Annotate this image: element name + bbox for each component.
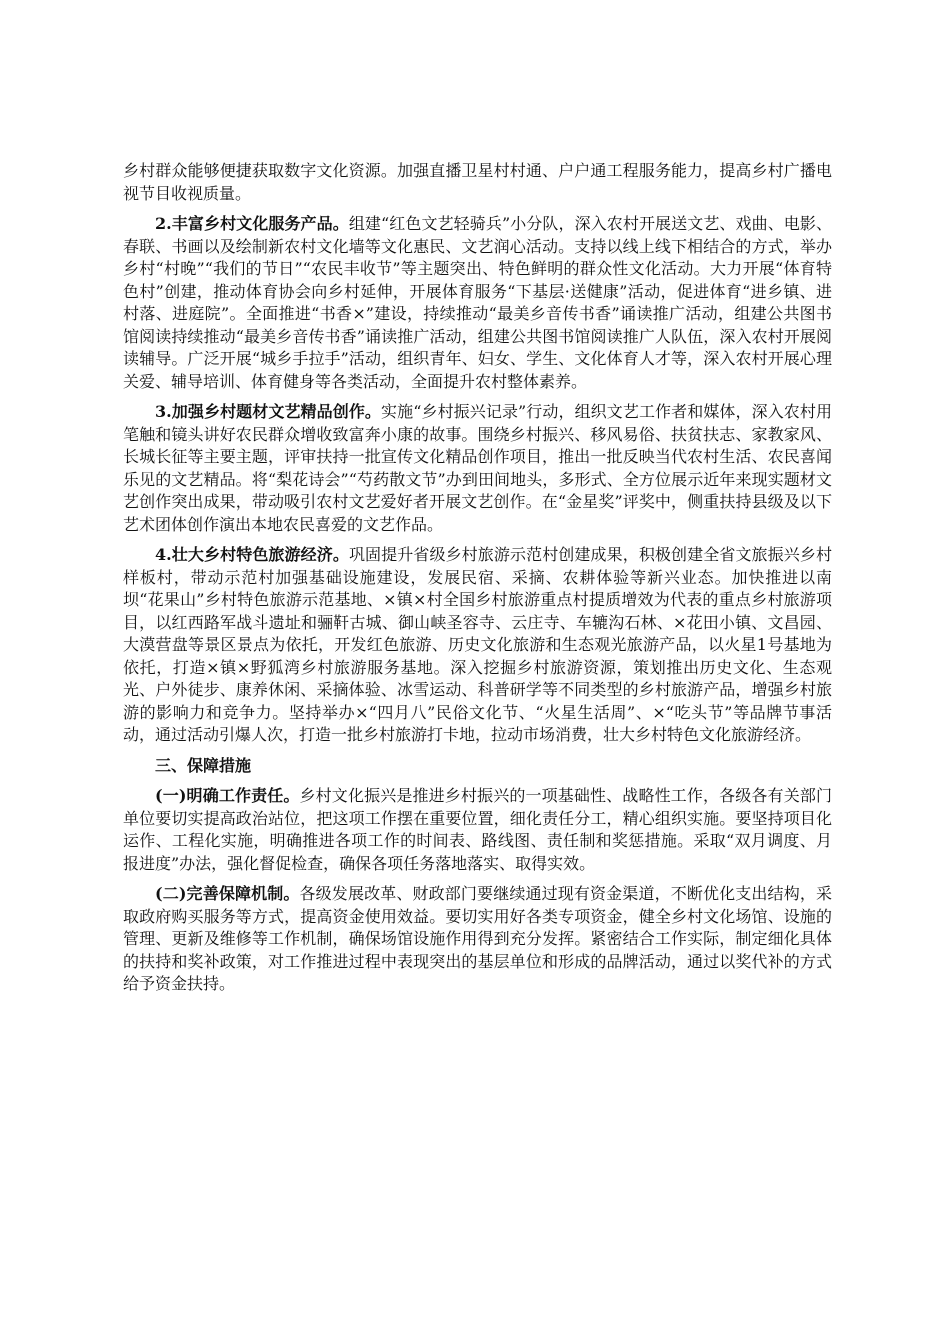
paragraph-text: 组建“红色文艺轻骑兵”小分队，深入农村开展送文艺、戏曲、电影、春联、书画以及绘制新农村文化墙等文化惠民、文艺润心活动。支持以线上线下相结合的方式，举办乡村“村晚”“我们的节日”“农民丰收节”等主题突出、特色鲜明的群众性文化活动。大力开展“体育特色村”创建，推动体育协会向乡村延伸，开展体育服务“下基层·送健康”活动，促进体育“进乡镇、进村落、进庭院”。全面推进“书香×”建设，持续推动“最美乡音传书香”诵读推广活动，组建公共图书馆阅读持续推动“最美乡音传书香”诵读推广活动，组建公共图书馆阅读推广人队伍，深入农村开展阅读辅导。广泛开展“城乡手拉手”活动，组织青年、妇女、学生、文化体育人才等，深入农村开展心理关爱、辅导培训、体育健身等各类活动，全面提升农村整体素养。 bbox=[123, 214, 832, 391]
paragraph-lead: 4.壮大乡村特色旅游经济。 bbox=[155, 545, 349, 564]
paragraph-work-responsibility bbox=[123, 785, 832, 875]
paragraph-text: 各级发展改革、财政部门要继续通过现有资金渠道，不断优化支出结构，采取政府购买服务等方式，提高资金使用效益。要切实用好各类专项资金，健全乡村文化场馆、设施的管理、更新及维修等工作机制，确保场馆设施作用得到充分发挥。紧密结合工作实际，制定细化具体的扶持和奖补政策，对工作推进过程中表现突出的基层单位和形成的品牌活动，通过以奖代补的方式给予资金扶持。 bbox=[123, 884, 832, 993]
document-page bbox=[123, 160, 832, 1004]
paragraph-lead: (一)明确工作责任。 bbox=[155, 786, 300, 805]
paragraph-cultural-services bbox=[123, 213, 832, 393]
paragraph-lead: (二)完善保障机制。 bbox=[155, 884, 300, 903]
paragraph-literary-works bbox=[123, 401, 832, 536]
paragraph-text: 实施“乡村振兴记录”行动，组织文艺工作者和媒体，深入农村用笔触和镜头讲好农民群众增收致富奔小康的故事。围绕乡村振兴、移风易俗、扶贫扶志、家教家风、长城长征等主要主题，评审扶持一批宣传文化精品创作项目，推出一批反映当代农村生活、农民喜闻乐见的文艺精品。将“梨花诗会”“芍药散文节”办到田间地头，多形式、全方位展示近年来现实题材文艺创作突出成果，带动吸引农村文艺爱好者开展文艺创作。在“金星奖”评奖中，侧重扶持县级及以下艺术团体创作演出本地农民喜爱的文艺作品。 bbox=[123, 402, 832, 534]
paragraph-lead: 3.加强乡村题材文艺精品创作。 bbox=[155, 402, 382, 421]
section-heading: 三、保障措施 bbox=[155, 755, 252, 775]
paragraph-text: 乡村文化振兴是推进乡村振兴的一项基础性、战略性工作，各级各有关部门单位要切实提高政治站位，把这项工作摆在重要位置，细化责任分工，精心组织实施。要坚持项目化运作、工程化实施，明确推进各项工作的时间表、路线图、责任制和奖惩措施。采取“双月调度、月报进度”办法，强化督促检查，确保各项任务落地落实、取得实效。 bbox=[123, 786, 832, 873]
paragraph-lead: 2.丰富乡村文化服务产品。 bbox=[155, 214, 349, 233]
paragraph-text: 巩固提升省级乡村旅游示范村创建成果，积极创建全省文旅振兴乡村样板村，带动示范村加强基础设施建设，发展民宿、采摘、农耕体验等新兴业态。加快推进以南坝“花果山”乡村特色旅游示范基地、×镇×村全国乡村旅游重点村提质增效为代表的重点乡村旅游项目，以红西路军战斗遗址和骊靬古城、御山峡圣容寺、云庄寺、车辘沟石林、×花田小镇、文昌园、大漠营盘等景区景点为依托，开发红色旅游、历史文化旅游和生态观光旅游产品，以火星1号基地为依托，打造×镇×野狐湾乡村旅游服务基地。深入挖掘乡村旅游资源，策划推出历史文化、生态观光、户外徒步、康养休闲、采摘体验、冰雪运动、科普研学等不同类型的乡村旅游产品，增强乡村旅游的影响力和竞争力。坚持举办×“四月八”民俗文化节、“火星生活周”、×“吃头节”等品牌节事活动，通过活动引爆人次，打造一批乡村旅游打卡地，拉动市场消费，壮大乡村特色文化旅游经济。 bbox=[123, 545, 832, 744]
paragraph-guarantee-mechanism bbox=[123, 883, 832, 996]
paragraph-continuation bbox=[123, 160, 832, 205]
paragraph-rural-tourism bbox=[123, 544, 832, 747]
paragraph-text: 乡村群众能够便捷获取数字文化资源。加强直播卫星村村通、户户通工程服务能力，提高乡村广播电视节目收视质量。 bbox=[123, 161, 832, 203]
